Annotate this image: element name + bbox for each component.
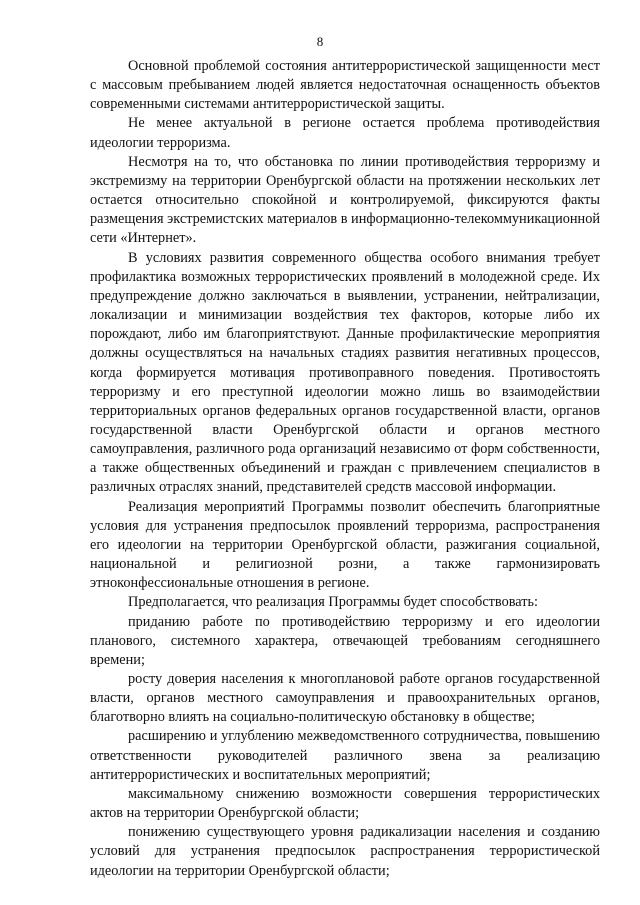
page-number: 8 bbox=[316, 34, 324, 49]
paragraph-4: В условиях развития современного общества особого внимания требует профилактика возможных террористических проявлений в молодежной среде. Их предупреждение должно заключаться в выявлении, устранении, нейтрализации, локализации и минимизации воздействия тех факторов, которые либо их порождают, либо им благоприятствуют. Данные профилактические мероприятия должны осуществляться на начальных стадиях развития негативных процессов, когда формируется мотивация противоправного поведения. Противостоять терроризму и его преступной идеологии можно лишь во взаимодействии территориальных органов федеральных органов государственной власти, органов государственной власти Оренбургской области и органов местного самоуправления, различного рода организаций независимо от форм собственности, а также общественных объединений и граждан с привлечением специалистов в различных отраслях знаний, представителей средств массовой информации. bbox=[90, 249, 600, 496]
document-body bbox=[90, 57, 600, 881]
paragraph-2: Не менее актуальной в регионе остается проблема противодействия идеологии терроризма. bbox=[90, 115, 600, 151]
list-item-5: понижению существующего уровня радикализации населения и созданию условий для устранения предпосылок распространения террористической идеологии на территории Оренбургской области; bbox=[90, 824, 600, 879]
list-item-3: расширению и углублению межведомственного сотрудничества, повышению ответственности руководителей различного звена за реализацию антитеррористических и воспитательных мероприятий; bbox=[90, 728, 600, 783]
paragraph-1: Основной проблемой состояния антитеррористической защищенности мест с массовым пребыванием людей является недостаточная оснащенность объектов современными системами антитеррористической защиты. bbox=[90, 58, 600, 113]
list-item-1: приданию работе по противодействию терроризму и его идеологии планового, системного характера, отвечающей требованиям сегодняшнего времени; bbox=[90, 613, 600, 668]
paragraph-6: Предполагается, что реализация Программы будет способствовать: bbox=[128, 594, 539, 611]
paragraph-3: Несмотря на то, что обстановка по линии противодействия терроризму и экстремизму на территории Оренбургской области на протяжении нескольких лет остается относительно спокойной и контролируемой, фиксируются факты размещения экстремистских материалов в информационно-телекоммуникационной сети «Интернет». bbox=[90, 153, 600, 247]
list-item-2: росту доверия населения к многоплановой работе органов государственной власти, органов местного самоуправления и правоохранительных органов, благотворно влиять на социально-политическую обстановку в обществе; bbox=[90, 671, 600, 726]
list-item-4: максимальному снижению возможности совершения террористических актов на территории Оренбургской области; bbox=[90, 785, 600, 822]
paragraph-5: Реализация мероприятий Программы позволит обеспечить благоприятные условия для устранения предпосылок проявлений терроризма, распространения его идеологии на территории Оренбургской области, разжигания социальной, национальной и религиозной розни, а также гармонизировать этноконфессиональные отношения в регионе. bbox=[90, 498, 600, 592]
